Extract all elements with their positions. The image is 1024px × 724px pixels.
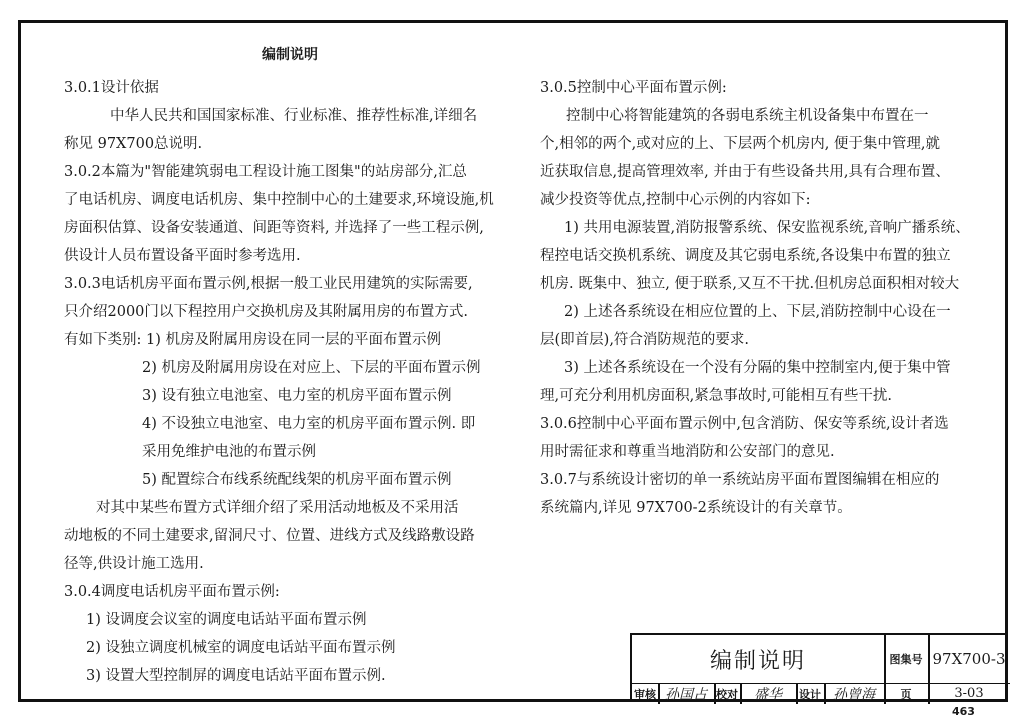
- text-line: 2) 机房及附属用房设在对应上、下层的平面布置示例: [142, 360, 481, 376]
- text-line: 2) 上述各系统设在相应位置的上、下层,消防控制中心设在一: [564, 304, 951, 320]
- text-line: 3.0.7与系统设计密切的单一系统站房平面布置图编辑在相应的: [540, 472, 940, 488]
- text-line: 2) 设独立调度机械室的调度电话站平面布置示例: [86, 640, 396, 656]
- text-line: 3.0.3电话机房平面布置示例,根据一般工业民用建筑的实际需要,: [64, 276, 473, 292]
- text-line: 个,相邻的两个,或对应的上、下层两个机房内, 便于集中管理,就: [540, 136, 941, 152]
- check-label: 校对: [716, 687, 738, 701]
- text-line: 1) 设调度会议室的调度电话站平面布置示例: [86, 612, 367, 628]
- text-line: 3.0.6控制中心平面布置示例中,包含消防、保安等系统,设计者选: [540, 416, 949, 432]
- text-line: 理,可充分利用机房面积,紧急事故时,可能相互有些干扰.: [540, 388, 892, 404]
- text-line: 只介绍2000门以下程控用户交换机房及其附属用房的布置方式.: [64, 304, 469, 320]
- design-label: 设计: [799, 687, 821, 701]
- text-line: 近获取信息,提高管理效率, 并由于有些设备共用,具有合理布置、: [540, 164, 950, 180]
- atlas-number: 97X700-3: [932, 650, 1006, 668]
- text-line: 3) 设有独立电池室、电力室的机房平面布置示例: [142, 388, 452, 404]
- text-line: 减少投资等优点,控制中心示例的内容如下:: [540, 192, 811, 208]
- text-line: 系统篇内,详见 97X700-2系统设计的有关章节。: [540, 500, 852, 516]
- text-line: 4) 不设独立电池室、电力室的机房平面布置示例. 即: [142, 416, 476, 432]
- review-label: 审核: [634, 687, 656, 701]
- text-line: 5) 配置综合布线系统配线架的机房平面布置示例: [142, 472, 452, 488]
- text-line: 层(即首层),符合消防规范的要求.: [540, 332, 750, 348]
- text-line: 3) 设置大型控制屏的调度电话站平面布置示例.: [86, 668, 386, 684]
- text-line: 3) 上述各系统设在一个没有分隔的集中控制室内,便于集中管: [564, 360, 951, 376]
- text-line: 有如下类别: 1) 机房及附属用房设在同一层的平面布置示例: [64, 332, 441, 348]
- text-line: 房面积估算、设备安装通道、间距等资料, 并选择了一些工程示例,: [64, 220, 484, 236]
- sheet-page-number: 463: [952, 705, 975, 718]
- text-line: 控制中心将智能建筑的各弱电系统主机设备集中布置在一: [566, 108, 929, 124]
- text-line: 供设计人员布置设备平面时参考选用.: [64, 248, 301, 264]
- section-heading: 编制说明: [262, 47, 318, 63]
- title-block-title: 编制说明: [709, 648, 806, 674]
- design-signature: 孙曾海: [833, 686, 875, 703]
- text-line: 3.0.2本篇为"智能建筑弱电工程设计施工图集"的站房部分,汇总: [64, 164, 467, 180]
- page-number: 3-03: [954, 686, 984, 701]
- text-line: 称见 97X700总说明.: [64, 136, 203, 152]
- text-line: 1) 共用电源装置,消防报警系统、保安监视系统,音响广播系统、: [564, 220, 970, 236]
- text-line: 了电话机房、调度电话机房、集中控制中心的土建要求,环境设施,机: [64, 192, 494, 208]
- text-line: 径等,供设计施工选用.: [64, 556, 204, 572]
- text-line: 对其中某些布置方式详细介绍了采用活动地板及不采用活: [96, 500, 459, 516]
- check-signature: 盛华: [754, 686, 782, 703]
- text-line: 3.0.1设计依据: [64, 80, 159, 96]
- text-line: 采用免维护电池的布置示例: [142, 444, 316, 460]
- atlas-number-label: 图集号: [889, 653, 923, 666]
- title-block: [630, 633, 1008, 702]
- text-line: 动地板的不同土建要求,留洞尺寸、位置、进线方式及线路敷设路: [64, 528, 475, 544]
- text-line: 机房. 既集中、独立, 便于联系,又互不干扰.但机房总面积相对较大: [540, 276, 960, 292]
- text-line: 程控电话交换机系统、调度及其它弱电系统,各设集中布置的独立: [540, 248, 951, 264]
- review-signature: 孙国占: [665, 686, 707, 703]
- text-line: 3.0.4调度电话机房平面布置示例:: [64, 584, 280, 600]
- text-line: 中华人民共和国国家标准、行业标准、推荐性标准,详细名: [110, 108, 478, 124]
- text-line: 用时需征求和尊重当地消防和公安部门的意见.: [540, 444, 835, 460]
- text-line: 3.0.5控制中心平面布置示例:: [540, 80, 727, 96]
- page-label: 页: [900, 687, 912, 701]
